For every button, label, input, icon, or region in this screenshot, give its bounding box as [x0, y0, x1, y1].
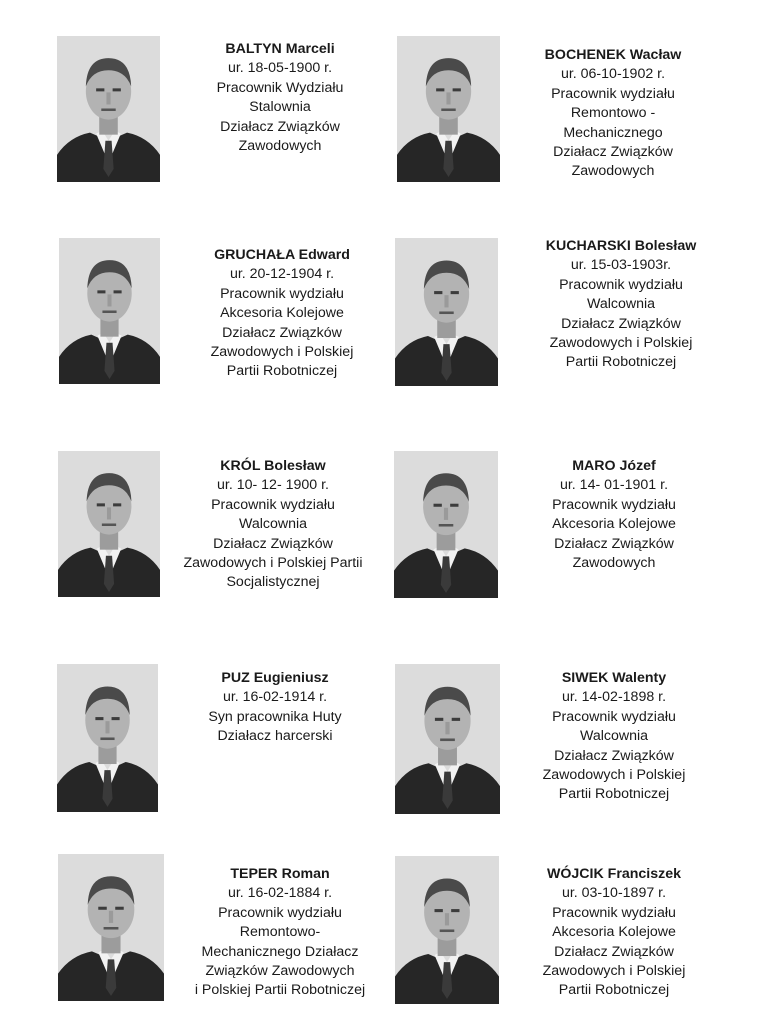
caption-line: Mechanicznego [563, 124, 663, 141]
caption-line: Akcesoria Kolejowe [552, 924, 676, 941]
portrait-photo [58, 854, 164, 1001]
caption-line: ur. 18-05-1900 r. [227, 60, 333, 77]
caption-line: ur. 03-10-1897 r. [561, 885, 667, 902]
person-name: WÓJCIK Franciszek [546, 866, 682, 882]
caption-line: Walcownia [238, 516, 308, 533]
portrait-photo [57, 664, 158, 812]
caption-line: Zawodowych i Polskiej [549, 335, 693, 352]
person-name: GRUCHAŁA Edward [214, 247, 350, 263]
caption-line: Stalownia [249, 99, 311, 116]
caption-line: Działacz Związków [561, 315, 681, 332]
caption-line: ur. 14- 01-1901 r. [559, 477, 669, 494]
caption-line: Działacz Związków [213, 535, 333, 552]
portrait-image [57, 664, 158, 812]
caption-line: Pracownik wydziału [552, 708, 676, 725]
caption-line: Remontowo- [239, 924, 321, 941]
caption-line: Akcesoria Kolejowe [220, 305, 344, 322]
caption-line: Zawodowych i Polskiej [542, 963, 686, 980]
caption-line: Związków Zawodowych [205, 963, 355, 980]
entry-caption [514, 669, 714, 805]
portrait-image [397, 36, 500, 182]
caption-line: Działacz Związków [222, 324, 342, 341]
caption-line: Remontowo - [570, 105, 656, 122]
portrait-photo [57, 36, 160, 182]
caption-line: Pracownik wydziału [552, 904, 676, 921]
portrait-image [395, 856, 499, 1004]
entry-caption [172, 457, 374, 593]
caption-line: i Polskiej Partii Robotniczej [194, 982, 366, 999]
caption-line: ur. 14-02-1898 r. [561, 689, 667, 706]
portrait-image [394, 451, 498, 598]
caption-line: Zawodowych i Polskiej [542, 767, 686, 784]
caption-line: Partii Robotniczej [558, 786, 670, 803]
entry-caption [514, 865, 714, 1001]
caption-line: Działacz Związków [554, 535, 674, 552]
caption-line: Partii Robotniczej [558, 982, 670, 999]
entry-caption [180, 865, 380, 1001]
portrait-photo [395, 238, 498, 386]
caption-line: Zawodowych [238, 138, 322, 155]
caption-line: ur. 16-02-1914 r. [222, 689, 328, 706]
portrait-image [58, 451, 160, 597]
portrait-image [395, 664, 500, 814]
caption-line: Akcesoria Kolejowe [552, 516, 676, 533]
caption-line: Partii Robotniczej [226, 363, 338, 380]
caption-line: Pracownik wydziału [211, 496, 335, 513]
caption-line: Pracownik wydziału [218, 904, 342, 921]
caption-line: ur. 16-02-1884 r. [227, 885, 333, 902]
entry-caption [180, 40, 380, 156]
caption-line: Walcownia [579, 728, 649, 745]
caption-line: ur. 06-10-1902 r. [560, 66, 666, 83]
caption-line: ur. 15-03-1903r. [570, 257, 672, 274]
person-name: MARO Józef [572, 458, 656, 474]
portrait-image [57, 36, 160, 182]
caption-line: Walcownia [586, 296, 656, 313]
entry-caption [175, 669, 375, 747]
caption-line: Zawodowych [571, 163, 655, 180]
person-name: KUCHARSKI Bolesław [545, 238, 697, 254]
portrait-photo [59, 238, 160, 384]
person-name: BALTYN Marceli [225, 41, 335, 57]
portrait-photo [397, 36, 500, 182]
entry-caption [514, 457, 714, 573]
caption-line: Syn pracownika Huty [208, 708, 342, 725]
person-name: TEPER Roman [230, 866, 330, 882]
caption-line: Zawodowych i Polskiej [210, 344, 354, 361]
caption-line: Mechanicznego Działacz [201, 943, 359, 960]
entry-caption [513, 46, 713, 182]
entry-caption [182, 246, 382, 382]
entry-caption [521, 237, 721, 373]
portrait-photo [58, 451, 160, 597]
caption-line: ur. 10- 12- 1900 r. [217, 477, 329, 494]
caption-line: Działacz Związków [554, 747, 674, 764]
portrait-photo [395, 664, 500, 814]
person-name: PUZ Eugieniusz [221, 670, 329, 686]
portrait-image [395, 238, 498, 386]
caption-line: ur. 20-12-1904 r. [229, 266, 335, 283]
portrait-image [58, 854, 164, 1001]
caption-line: Działacz Związków [554, 943, 674, 960]
caption-line: Pracownik wydziału [220, 285, 344, 302]
portrait-photo [395, 856, 499, 1004]
caption-line: Pracownik wydziału [559, 276, 683, 293]
caption-line: Partii Robotniczej [565, 354, 677, 371]
caption-line: Działacz Związków [220, 118, 340, 135]
caption-line: Pracownik wydziału [552, 496, 676, 513]
caption-line: Działacz harcerski [217, 728, 333, 745]
portrait-photo [394, 451, 498, 598]
caption-line: Działacz Związków [553, 144, 673, 161]
caption-line: Zawodowych [572, 555, 656, 572]
caption-line: Pracownik Wydziału [216, 79, 344, 96]
caption-line: Pracownik wydziału [551, 85, 675, 102]
caption-line: Socjalistycznej [226, 574, 320, 591]
person-name: SIWEK Walenty [561, 670, 667, 686]
person-name: BOCHENEK Wacław [544, 47, 682, 63]
person-name: KRÓL Bolesław [220, 458, 326, 474]
caption-line: Zawodowych i Polskiej Partii [183, 555, 363, 572]
portrait-image [59, 238, 160, 384]
